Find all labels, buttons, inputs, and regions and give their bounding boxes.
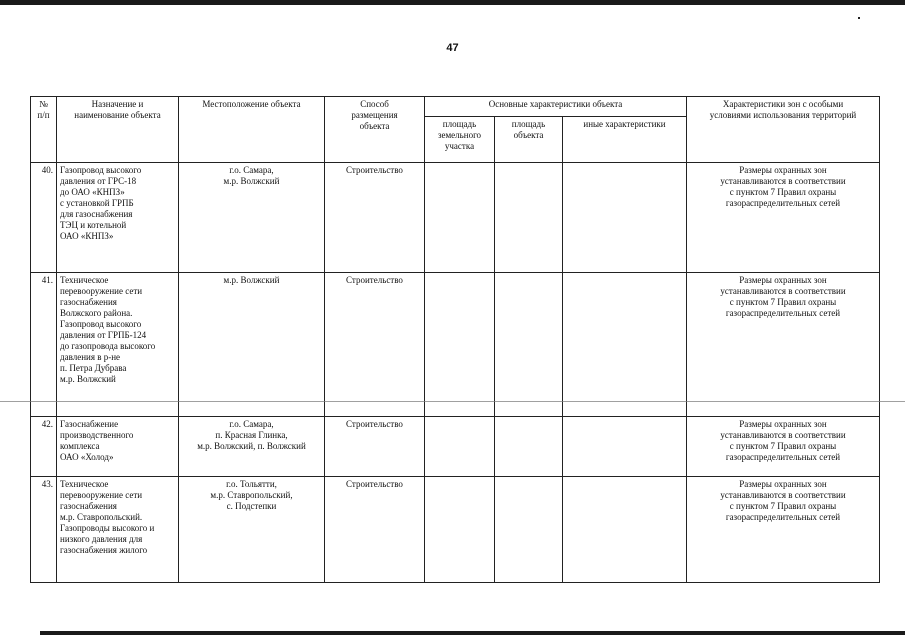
header-method: Способ размещения объекта <box>325 97 425 163</box>
scan-artifact-line <box>0 401 905 402</box>
table-row <box>31 417 880 477</box>
header-location: Местоположение объекта <box>179 97 325 163</box>
row-land-area <box>425 477 495 583</box>
header-zones: Характеристики зон с особыми условиями использования территорий <box>687 97 880 163</box>
row-zones: Размеры охранных зон устанавливаются в соответствии с пунктом 7 Правил охраны газораспределительных сетей <box>687 163 880 273</box>
row-num: 41. <box>31 273 57 417</box>
row-location: м.р. Волжский <box>179 273 325 417</box>
header-other: иные характеристики <box>563 117 687 163</box>
row-land-area <box>425 273 495 417</box>
row-name: Газопровод высокого давления от ГРС-18 до ОАО «КНПЗ» с установкой ГРПБ для газоснабжения ТЭЦ и котельной ОАО «КНПЗ» <box>57 163 179 273</box>
scan-speck <box>858 17 860 19</box>
row-land-area <box>425 417 495 477</box>
row-num: 43. <box>31 477 57 583</box>
row-land-area <box>425 163 495 273</box>
row-zones: Размеры охранных зон устанавливаются в соответствии с пунктом 7 Правил охраны газораспределительных сетей <box>687 477 880 583</box>
table-row <box>31 273 880 417</box>
row-name: Газоснабжение производственного комплекса ОАО «Холод» <box>57 417 179 477</box>
row-object-area <box>495 163 563 273</box>
row-location: г.о. Тольятти, м.р. Ставропольский, с. Подстепки <box>179 477 325 583</box>
header-characteristics: Основные характеристики объекта <box>425 97 687 117</box>
scan-bottom-border <box>40 631 905 635</box>
row-object-area <box>495 273 563 417</box>
row-num: 42. <box>31 417 57 477</box>
table-row <box>31 163 880 273</box>
row-method: Строительство <box>325 163 425 273</box>
row-other <box>563 273 687 417</box>
row-object-area <box>495 477 563 583</box>
row-zones: Размеры охранных зон устанавливаются в соответствии с пунктом 7 Правил охраны газораспределительных сетей <box>687 417 880 477</box>
header-num: № п/п <box>31 97 57 163</box>
row-num: 40. <box>31 163 57 273</box>
row-method: Строительство <box>325 273 425 417</box>
header-object-area: площадь объекта <box>495 117 563 163</box>
row-zones: Размеры охранных зон устанавливаются в соответствии с пунктом 7 Правил охраны газораспределительных сетей <box>687 273 880 417</box>
header-name: Назначение и наименование объекта <box>57 97 179 163</box>
row-location: г.о. Самара, м.р. Волжский <box>179 163 325 273</box>
row-other <box>563 417 687 477</box>
row-other <box>563 163 687 273</box>
row-location: г.о. Самара, п. Красная Глинка, м.р. Волжский, п. Волжский <box>179 417 325 477</box>
row-object-area <box>495 417 563 477</box>
page-number: 47 <box>446 42 459 54</box>
row-other <box>563 477 687 583</box>
row-name: Техническое перевооружение сети газоснабжения Волжского района. Газопровод высокого давления от ГРПБ-124 до газопровода высокого давления в р-не п. Петра Дубрава м.р. Волжский <box>57 273 179 417</box>
objects-table <box>30 96 880 583</box>
table-row <box>31 477 880 583</box>
row-name: Техническое перевооружение сети газоснабжения м.р. Ставропольский. Газопроводы высокого и низкого давления для газоснабжения жилого <box>57 477 179 583</box>
header-land-area: площадь земельного участка <box>425 117 495 163</box>
row-method: Строительство <box>325 417 425 477</box>
row-method: Строительство <box>325 477 425 583</box>
scan-top-border <box>0 0 905 5</box>
